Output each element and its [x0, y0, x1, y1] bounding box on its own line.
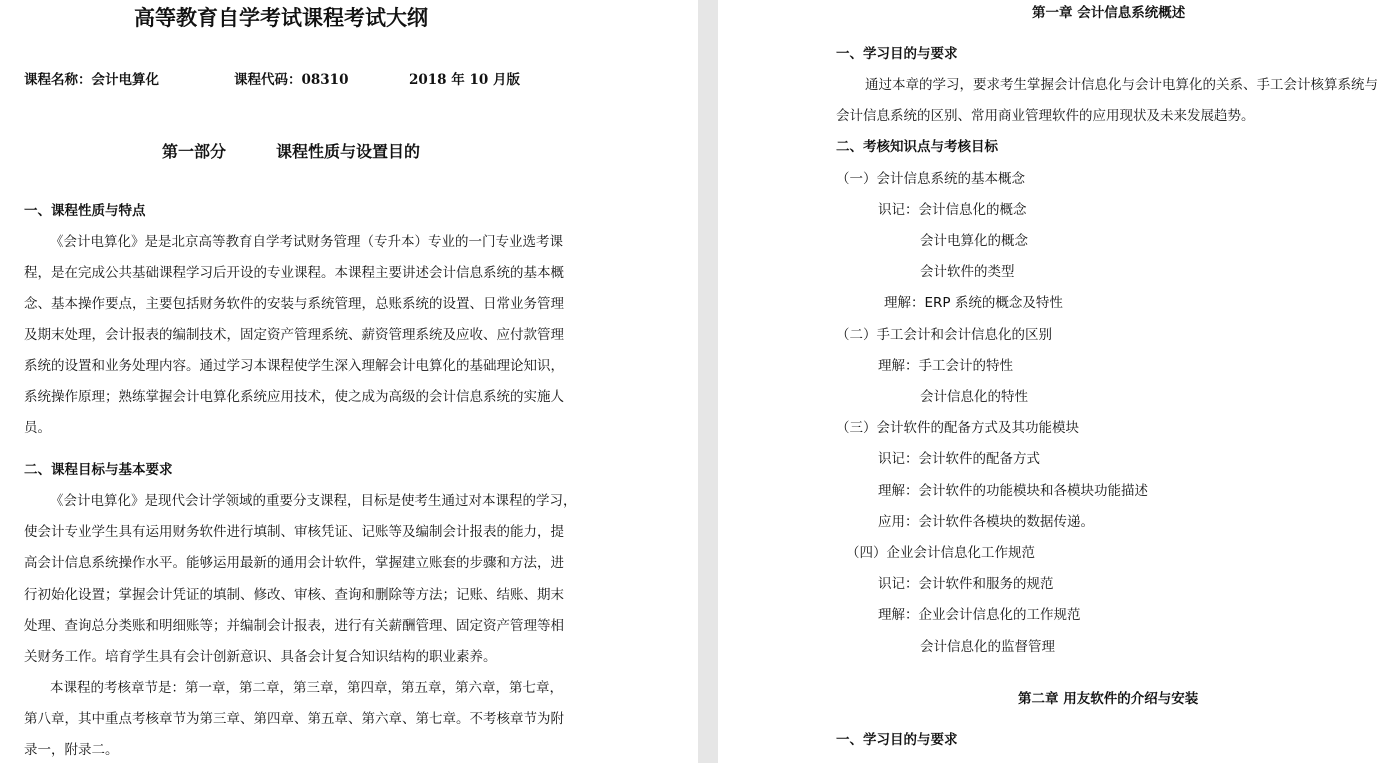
- section-heading: 二、课程目标与基本要求: [24, 462, 173, 478]
- chapter-title: 第二章 用友软件的介绍与安装: [1018, 691, 1199, 707]
- outline-item: 会计信息化的监督管理: [920, 639, 1055, 655]
- paragraph-line: 员。: [24, 420, 51, 436]
- outline-subsection: （四）企业会计信息化工作规范: [846, 545, 1035, 561]
- paragraph-line: 处理、查询总分类账和明细账等；并编制会计报表，进行有关薪酬管理、固定资产管理等相: [24, 618, 564, 634]
- paragraph-line: 使会计专业学生具有运用财务软件进行填制、审核凭证、记账等及编制会计报表的能力，提: [24, 524, 564, 540]
- outline-item: 会计信息化的特性: [920, 389, 1028, 405]
- section-heading: 一、课程性质与特点: [24, 203, 146, 219]
- edition-date: 2018 年 10 月版: [409, 72, 520, 88]
- outline-item: 会计软件的类型: [920, 264, 1015, 280]
- paragraph-line: 录一，附录二。: [24, 742, 119, 758]
- outline-item: 理解：企业会计信息化的工作规范: [878, 607, 1081, 623]
- chapter-title: 第一章 会计信息系统概述: [1032, 5, 1186, 21]
- section-heading: 一、学习目的与要求: [836, 46, 958, 62]
- outline-item: 理解：ERP 系统的概念及特性: [884, 295, 1063, 311]
- paragraph-line: 及期末处理，会计报表的编制技术，固定资产管理系统、薪资管理系统及应收、应付款管理: [24, 327, 564, 343]
- course-name: 课程名称：会计电算化: [24, 72, 159, 88]
- paragraph-line: 本课程的考核章节是：第一章，第二章，第三章，第四章，第五章，第六章，第七章，: [50, 680, 563, 696]
- course-code: 课程代码：08310: [234, 72, 349, 88]
- outline-subsection: （一）会计信息系统的基本概念: [836, 171, 1025, 187]
- section-heading: 一、学习目的与要求: [836, 732, 958, 748]
- outline-item: 识记：会计软件的配备方式: [878, 451, 1040, 467]
- outline-item: 识记：会计信息化的概念: [878, 202, 1027, 218]
- paragraph-line: 通过本章的学习，要求考生掌握会计信息化与会计电算化的关系、手工会计核算系统与: [865, 77, 1378, 93]
- outline-item: 理解：会计软件的功能模块和各模块功能描述: [878, 483, 1148, 499]
- document-title: 高等教育自学考试课程考试大纲: [134, 5, 428, 30]
- document-page-right: [718, 0, 1385, 763]
- paragraph-line: 行初始化设置；掌握会计凭证的填制、修改、审核、查询和删除等方法；记账、结账、期末: [24, 587, 564, 603]
- part-title: 课程性质与设置目的: [276, 142, 421, 161]
- paragraph-line: 高会计信息系统操作水平。能够运用最新的通用会计软件，掌握建立账套的步骤和方法，进: [24, 555, 564, 571]
- paragraph-line: 系统的设置和业务处理内容。通过学习本课程使学生深入理解会计电算化的基础理论知识，: [24, 358, 564, 374]
- outline-subsection: （二）手工会计和会计信息化的区别: [836, 327, 1052, 343]
- section-heading: 二、考核知识点与考核目标: [836, 139, 998, 155]
- paragraph-line: 系统操作原理；熟练掌握会计电算化系统应用技术，使之成为高级的会计信息系统的实施人: [24, 389, 564, 405]
- paragraph-line: 第八章，其中重点考核章节为第三章、第四章、第五章、第六章、第七章。不考核章节为附: [24, 711, 564, 727]
- paragraph-line: 程，是在完成公共基础课程学习后开设的专业课程。本课程主要讲述会计信息系统的基本概: [24, 265, 564, 281]
- outline-item: 理解：手工会计的特性: [878, 358, 1013, 374]
- paragraph-line: 会计信息系统的区别、常用商业管理软件的应用现状及未来发展趋势。: [836, 108, 1255, 124]
- outline-item: 识记：会计软件和服务的规范: [878, 576, 1054, 592]
- outline-item: 应用：会计软件各模块的数据传递。: [878, 514, 1094, 530]
- part-label: 第一部分: [162, 142, 227, 161]
- paragraph-line: 关财务工作。培育学生具有会计创新意识、具备会计复合知识结构的职业素养。: [24, 649, 497, 665]
- paragraph-line: 《会计电算化》是是北京高等教育自学考试财务管理（专升本）专业的一门专业选考课: [50, 234, 563, 250]
- outline-subsection: （三）会计软件的配备方式及其功能模块: [836, 420, 1079, 436]
- outline-item: 会计电算化的概念: [920, 233, 1028, 249]
- paragraph-line: 《会计电算化》是现代会计学领域的重要分支课程，目标是使考生通过对本课程的学习，: [50, 493, 577, 509]
- paragraph-line: 念、基本操作要点，主要包括财务软件的安装与系统管理，总账系统的设置、日常业务管理: [24, 296, 564, 312]
